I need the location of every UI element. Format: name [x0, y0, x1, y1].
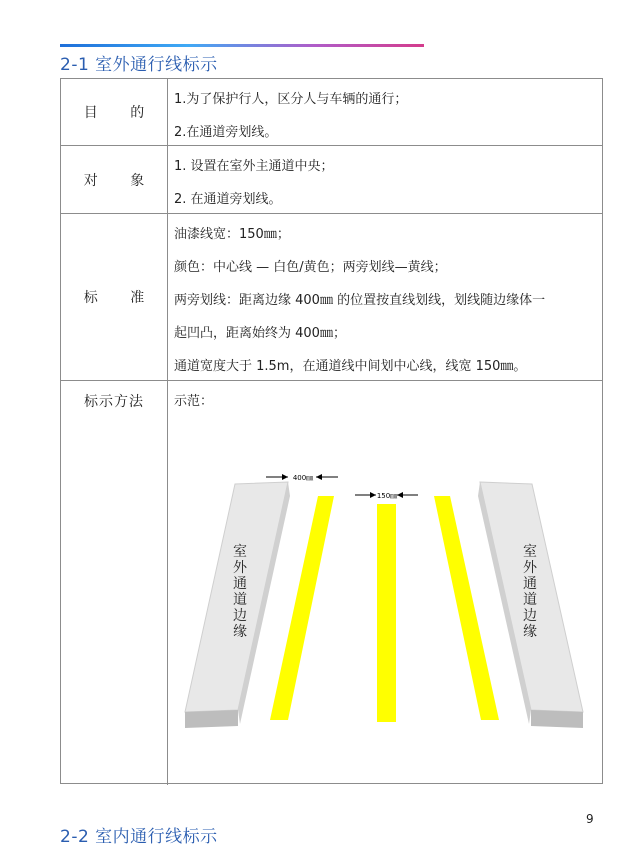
- vertical-label-char: 通: [233, 576, 247, 592]
- page-number: 9: [586, 812, 594, 826]
- left-edge-label: [233, 544, 248, 640]
- right-edge-label: [523, 544, 538, 640]
- content-line: 1. 设置在室外主通道中央；: [174, 159, 334, 174]
- dim-label-400: 400㎜: [292, 474, 314, 482]
- content-line: 2.在通道旁划线。: [174, 125, 278, 140]
- row-label: 目 的: [61, 79, 168, 145]
- vertical-label-char: 外: [523, 560, 537, 576]
- row-label: 标示方法: [61, 381, 168, 785]
- vertical-label-char: 外: [233, 560, 247, 576]
- vertical-label-char: 边: [233, 608, 247, 624]
- dim-label-150: 150㎜: [376, 492, 398, 500]
- vertical-label-char: 边: [523, 608, 537, 624]
- content-line: 起凹凸，距离始终为 400㎜；: [174, 326, 346, 341]
- content-line: 两旁划线：距离边缘 400㎜ 的位置按直线划线，划线随边缘体一: [174, 293, 546, 308]
- left-curb-side: [185, 710, 238, 728]
- content-line: 1.为了保护行人，区分人与车辆的通行；: [174, 92, 408, 107]
- content-line: 颜色：中心线 — 白色/黄色；两旁划线—黄线；: [174, 260, 447, 275]
- right-curb-side: [531, 710, 583, 728]
- row-label: 标 准: [61, 214, 168, 380]
- row-label: 对 象: [61, 146, 168, 213]
- content-line: 通道宽度大于 1.5m，在通道线中间划中心线，线宽 150㎜。: [174, 359, 527, 374]
- section-title: 2-2 室内通行线标示: [60, 827, 218, 847]
- vertical-label-char: 室: [233, 544, 247, 560]
- content-line: 示范：: [174, 394, 214, 409]
- vertical-label-char: 缘: [523, 624, 537, 640]
- vertical-label-char: 缘: [233, 624, 247, 640]
- center-yellow-stripe: [377, 504, 396, 722]
- section-title: 2-1 室外通行线标示: [60, 55, 218, 75]
- content-line: 油漆线宽：150㎜；: [174, 227, 290, 242]
- vertical-label-char: 道: [233, 592, 247, 608]
- vertical-label-char: 通: [523, 576, 537, 592]
- vertical-label-char: 道: [523, 592, 537, 608]
- vertical-label-char: 室: [523, 544, 537, 560]
- content-line: 2. 在通道旁划线。: [174, 192, 282, 207]
